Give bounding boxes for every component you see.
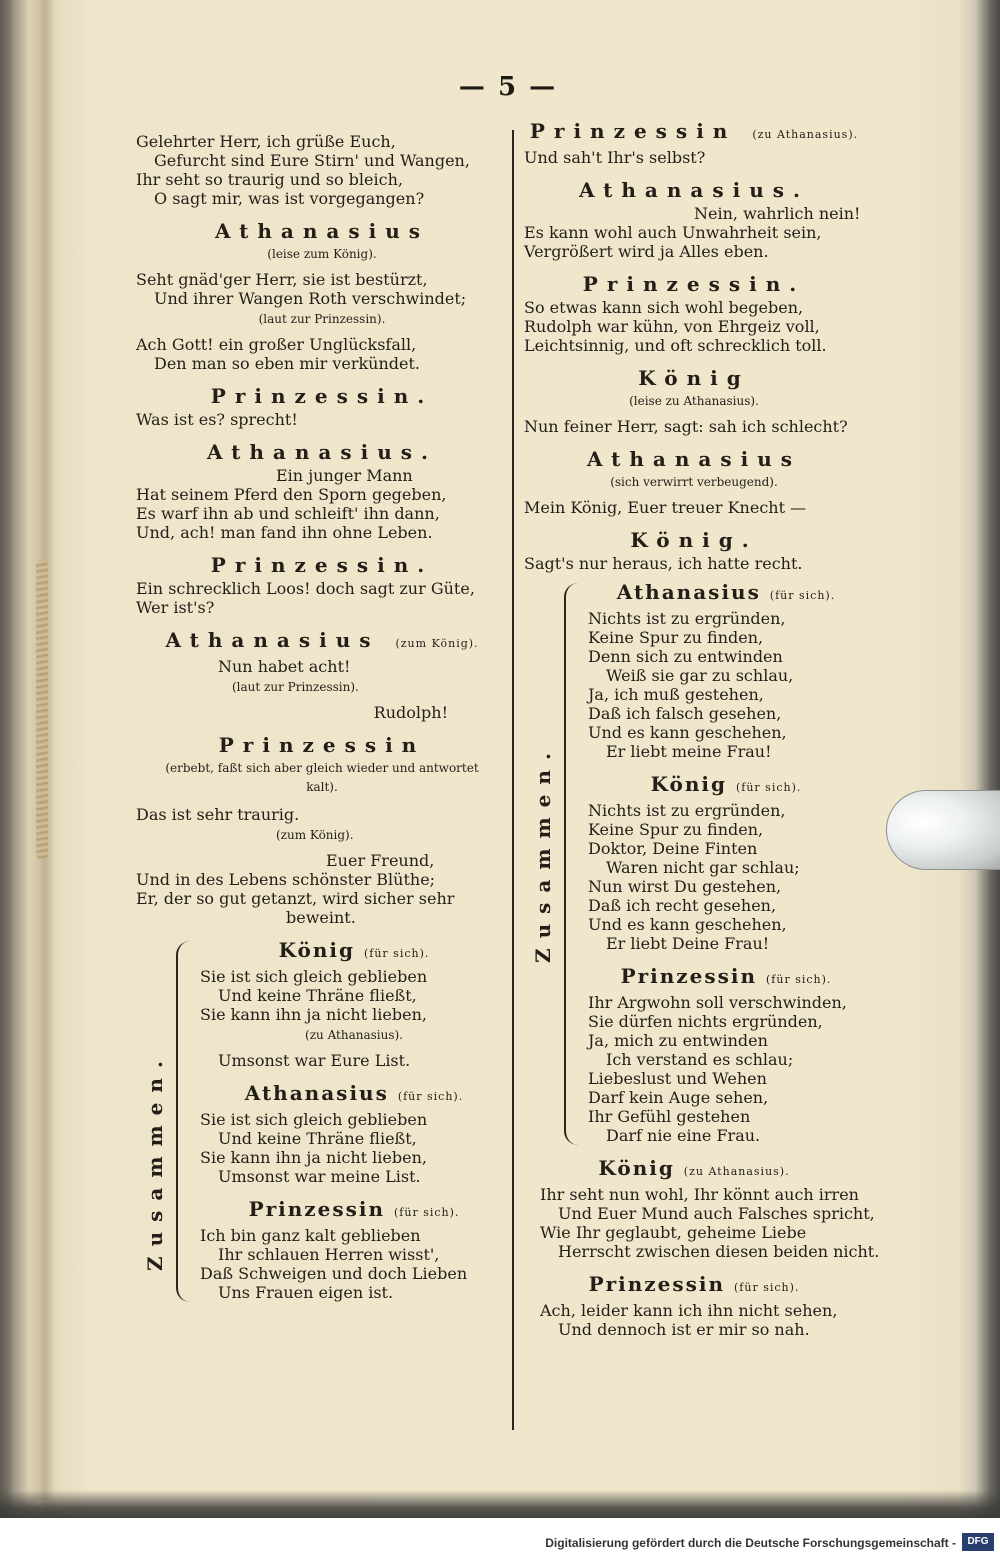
verse-line: Wer ist's? xyxy=(136,598,215,617)
stage-direction: (für sich). xyxy=(363,947,430,960)
verse-line: Ach Gott! ein großer Unglücksfall, xyxy=(136,335,417,354)
stage-direction: (für sich). xyxy=(397,1090,464,1103)
speaker-name: Athanasius xyxy=(616,580,761,604)
speaker-heading xyxy=(524,119,864,144)
verse-line: Und ihrer Wangen Roth verschwindet; xyxy=(154,289,467,308)
stage-direction: (für sich). xyxy=(735,781,802,794)
verse-line: Sie kann ihn ja nicht lieben, xyxy=(200,1005,427,1024)
verse-line: Gelehrter Herr, ich grüße Euch, xyxy=(136,132,396,151)
page-number: — 5 — xyxy=(458,72,558,102)
speaker-heading xyxy=(136,628,508,653)
speaker-heading: Prinzessin xyxy=(218,733,426,757)
speaker-heading: Prinzessin. xyxy=(210,384,434,408)
verse-line: Ja, mich zu entwinden xyxy=(588,1031,768,1050)
speaker-heading: Athanasius xyxy=(214,219,430,243)
verse-line: Leichtsinnig, und oft schrecklich toll. xyxy=(524,336,827,355)
stage-direction: (laut zur Prinzessin). xyxy=(232,680,359,694)
verse-line: Nein, wahrlich nein! xyxy=(694,204,861,223)
verse-line: Daß ich falsch gesehen, xyxy=(588,704,782,723)
stage-direction: (zum König). xyxy=(395,637,479,650)
verse-line: Und dennoch ist er mir so nah. xyxy=(558,1320,810,1339)
stage-direction: (leise zum König). xyxy=(267,247,377,261)
verse-line: Den man so eben mir verkündet. xyxy=(154,354,420,373)
verse-line: Nun habet acht! xyxy=(218,657,351,676)
verse-line: Nun wirst Du gestehen, xyxy=(588,877,782,896)
verse-line: Darf nie eine Frau. xyxy=(606,1126,761,1145)
speaker-heading: Athanasius xyxy=(586,447,802,471)
verse-line: Umsonst war meine List. xyxy=(218,1167,421,1186)
speaker-heading: Prinzessin. xyxy=(210,553,434,577)
verse-line: Euer Freund, xyxy=(326,851,435,870)
verse-line: Daß ich recht gesehen, xyxy=(588,896,777,915)
speaker-heading xyxy=(588,964,864,989)
brace xyxy=(564,583,580,1145)
verse-line: Sie dürfen nichts ergründen, xyxy=(588,1012,823,1031)
brace xyxy=(176,941,192,1302)
stage-direction: (für sich). xyxy=(766,973,832,986)
stage-direction: (erbebt, faßt sich aber gleich wieder und antwortet kalt). xyxy=(165,761,479,794)
zusammen-label: Zusammen. xyxy=(531,743,555,963)
stage-direction: (laut zur Prinzessin). xyxy=(258,312,386,326)
verse-line: Das ist sehr traurig. xyxy=(136,805,300,824)
verse-line: Er liebt Deine Frau! xyxy=(606,934,770,953)
verse-line: Und keine Thräne fließt, xyxy=(218,986,417,1005)
verse-line: Er, der so gut getanzt, wird sicher sehr xyxy=(136,889,455,908)
stage-direction: (sich verwirrt verbeugend). xyxy=(610,475,778,489)
verse-line: Hat seinem Pferd den Sporn gegeben, xyxy=(136,485,447,504)
footer-credit: Digitalisierung gefördert durch die Deutsche Forschungsgemeinschaft - xyxy=(545,1536,956,1550)
verse-line: Es warf ihn ab und schleift' ihn dann, xyxy=(136,504,440,523)
stage-direction: (zum König). xyxy=(276,828,354,842)
dfg-logo: DFG xyxy=(962,1533,994,1551)
page-clip xyxy=(886,790,1000,870)
speaker-heading: König xyxy=(638,366,750,390)
verse-line: Es kann wohl auch Unwahrheit sein, xyxy=(524,223,822,242)
verse-line: Ihr Gefühl gestehen xyxy=(588,1107,751,1126)
verse-line: Nichts ist zu ergründen, xyxy=(588,609,786,628)
verse-line: Er liebt meine Frau! xyxy=(606,742,772,761)
speaker-heading: Athanasius. xyxy=(206,440,438,464)
verse-line: Darf kein Auge sehen, xyxy=(588,1088,769,1107)
verse-line: Und sah't Ihr's selbst? xyxy=(524,148,706,167)
verse-line: O sagt mir, was ist vorgegangen? xyxy=(154,189,425,208)
speaker-name: Athanasius xyxy=(165,628,380,652)
speaker-heading xyxy=(200,1197,508,1222)
stage-direction: (für sich). xyxy=(734,1281,800,1294)
verse-line: Denn sich zu entwinden xyxy=(588,647,783,666)
speaker-heading xyxy=(524,1156,864,1181)
verse-line: Ach, leider kann ich ihn nicht sehen, xyxy=(540,1301,838,1320)
verse-line: Nun feiner Herr, sagt: sah ich schlecht? xyxy=(524,417,848,436)
stage-direction: (für sich). xyxy=(769,589,836,602)
verse-line: Sie kann ihn ja nicht lieben, xyxy=(200,1148,427,1167)
zusammen-group xyxy=(136,938,508,1302)
verse-line: Sagt's nur heraus, ich hatte recht. xyxy=(524,554,803,573)
verse-line: Ihr schlauen Herren wisst', xyxy=(218,1245,440,1264)
verse-line: Weiß sie gar zu schlau, xyxy=(606,666,794,685)
speaker-name: Athanasius xyxy=(244,1081,389,1105)
verse-line: beweint. xyxy=(286,908,356,927)
verse-line: Liebeslust und Wehen xyxy=(588,1069,767,1088)
verse-line: Und es kann geschehen, xyxy=(588,723,787,742)
verse-line: Rudolph! xyxy=(373,703,448,722)
stage-direction: (zu Athanasius). xyxy=(683,1165,790,1178)
speaker-heading xyxy=(200,1081,508,1106)
verse-line: Ein schrecklich Loos! doch sagt zur Güte, xyxy=(136,579,475,598)
verse-line: Seht gnäd'ger Herr, sie ist bestürzt, xyxy=(136,270,428,289)
verse-line: Ja, ich muß gestehen, xyxy=(588,685,764,704)
left-column xyxy=(136,132,508,1302)
speaker-heading xyxy=(588,580,864,605)
stage-direction: (leise zu Athanasius). xyxy=(629,394,759,408)
speaker-heading xyxy=(200,938,508,963)
column-divider xyxy=(512,130,514,1430)
speaker-name: Prinzessin xyxy=(620,964,758,988)
verse-line: Und Euer Mund auch Falsches spricht, xyxy=(558,1204,875,1223)
speaker-name: König xyxy=(598,1156,675,1180)
verse-line: Ein junger Mann xyxy=(276,466,413,485)
verse-line: Uns Frauen eigen ist. xyxy=(218,1283,394,1302)
verse-line: Umsonst war Eure List. xyxy=(218,1051,411,1070)
zusammen-group xyxy=(524,580,864,1145)
verse-line: Und, ach! man fand ihn ohne Leben. xyxy=(136,523,433,542)
zusammen-label: Zusammen. xyxy=(143,1051,167,1271)
stage-direction: (zu Athanasius). xyxy=(305,1028,403,1042)
speaker-name: König xyxy=(278,938,356,962)
verse-line: Herrscht zwischen diesen beiden nicht. xyxy=(558,1242,880,1261)
speaker-heading: Prinzessin. xyxy=(582,272,806,296)
verse-line: Was ist es? sprecht! xyxy=(136,410,298,429)
stage-direction: (zu Athanasius). xyxy=(752,128,859,141)
verse-line: Daß Schweigen und doch Lieben xyxy=(200,1264,468,1283)
verse-line: Rudolph war kühn, von Ehrgeiz voll, xyxy=(524,317,820,336)
verse-line: Doktor, Deine Finten xyxy=(588,839,758,858)
speaker-heading: König. xyxy=(630,528,758,552)
verse-line: Sie ist sich gleich geblieben xyxy=(200,1110,428,1129)
verse-line: Ihr seht so traurig und so bleich, xyxy=(136,170,403,189)
verse-line: Ich verstand es schlau; xyxy=(606,1050,794,1069)
binding-thread xyxy=(36,560,48,860)
verse-line: Nichts ist zu ergründen, xyxy=(588,801,786,820)
speaker-heading xyxy=(588,772,864,797)
verse-line: Gefurcht sind Eure Stirn' und Wangen, xyxy=(154,151,470,170)
speaker-name: Prinzessin xyxy=(588,1272,726,1296)
verse-line: Und es kann geschehen, xyxy=(588,915,787,934)
right-column xyxy=(524,119,880,1339)
stage-direction: (für sich). xyxy=(394,1206,460,1219)
verse-line: Keine Spur zu finden, xyxy=(588,628,764,647)
verse-line: So etwas kann sich wohl begeben, xyxy=(524,298,804,317)
speaker-name: König xyxy=(650,772,728,796)
speaker-heading: Athanasius. xyxy=(578,178,810,202)
scan-shadow xyxy=(0,1490,1000,1520)
speaker-name: Prinzessin xyxy=(248,1197,386,1221)
verse-line: Ihr Argwohn soll verschwinden, xyxy=(588,993,847,1012)
verse-line: Wie Ihr geglaubt, geheime Liebe xyxy=(540,1223,807,1242)
verse-line: Waren nicht gar schlau; xyxy=(606,858,800,877)
verse-line: Und keine Thräne fließt, xyxy=(218,1129,417,1148)
speaker-heading xyxy=(524,1272,864,1297)
verse-line: Ihr seht nun wohl, Ihr könnt auch irren xyxy=(540,1185,859,1204)
verse-line: Keine Spur zu finden, xyxy=(588,820,764,839)
verse-line: Ich bin ganz kalt geblieben xyxy=(200,1226,421,1245)
speaker-name: Prinzessin xyxy=(529,119,737,143)
verse-line: Und in des Lebens schönster Blüthe; xyxy=(136,870,436,889)
verse-line: Sie ist sich gleich geblieben xyxy=(200,967,428,986)
verse-line: Vergrößert wird ja Alles eben. xyxy=(524,242,769,261)
verse-line: Mein König, Euer treuer Knecht — xyxy=(524,498,807,517)
